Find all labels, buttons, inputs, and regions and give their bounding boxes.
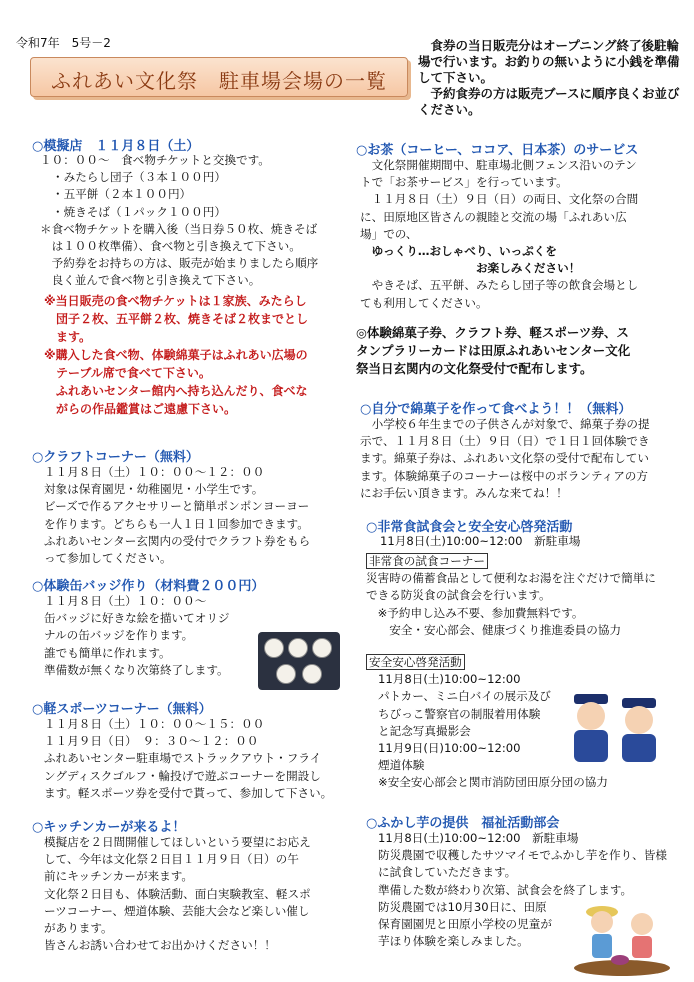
kitchen-body bbox=[44, 834, 311, 954]
text-line: ・焼きそば（１パック１００円） bbox=[52, 204, 226, 219]
sub-label-safety: 安全安心啓発活動 bbox=[366, 654, 465, 670]
text-line: １１月８日（土）１０：００～１２：００ bbox=[44, 465, 265, 479]
text-line: ても利用してください。 bbox=[360, 295, 488, 310]
text-line: お楽しみください！ bbox=[360, 261, 581, 276]
emergency-date: 11月8日(土)10:00~12:00 新駐車場 bbox=[380, 534, 581, 548]
mogi-heading: ○模擬店 １１月８日（土） bbox=[32, 139, 200, 154]
text-line: に試食していただきます。 bbox=[378, 865, 517, 880]
sub-label-food: 非常食の試食コーナー bbox=[366, 553, 488, 569]
text-line: トで「お茶サービス」を行っています。 bbox=[360, 175, 568, 190]
text-line: 11月9日(日)10:00~12:00 bbox=[378, 741, 521, 756]
warning-line: ※購入した食べ物、体験綿菓子はふれあい広場の bbox=[44, 348, 308, 362]
text-line: 誰でも簡単に作れます。 bbox=[44, 645, 171, 660]
text-line: １０：００～ 食べ物チケットと交換です。 bbox=[40, 153, 270, 167]
can-badge bbox=[312, 638, 332, 658]
text-line: １１月８日（土）１０：００～ bbox=[44, 594, 207, 608]
badge-body bbox=[44, 593, 230, 679]
warning-line: 団子２枚、五平餅２枚、焼きそば２枚までとし bbox=[44, 312, 309, 326]
tea-heading: ○お茶（コーヒー、ココア、日本茶）のサービス bbox=[356, 143, 639, 158]
text-line: １１月８日（土）９日（日）の両日、文化祭の合間 bbox=[360, 192, 639, 207]
page-title: ふれあい文化祭 駐車場会場の一覧 bbox=[51, 69, 387, 93]
text-line: ふれあいセンター駐車場でストラックアウト・フライ bbox=[44, 751, 322, 766]
mogi-body bbox=[40, 152, 318, 290]
text-line: ナルの缶バッジを作ります。 bbox=[44, 628, 194, 643]
police-officer-left bbox=[574, 694, 608, 762]
text-line: １１月９日（日） ９：３０～１２：００ bbox=[44, 734, 259, 749]
text-line: 保育園園児と田原小学校の児童が bbox=[378, 917, 552, 932]
sports-body bbox=[44, 716, 332, 802]
notice-line: 食券の当日販売分はオープニング終了後駐輪場で行います。お釣りの無いように小銭を準備して下さい。 bbox=[418, 38, 680, 85]
text-line: ※予約申し込み不要、参加費無料です。 bbox=[366, 605, 584, 620]
text-line: して、今年は文化祭２日目１１月９日（日）の午 bbox=[44, 852, 299, 867]
can-badge bbox=[302, 664, 322, 684]
child-left bbox=[586, 906, 618, 958]
ticket-distribution bbox=[356, 324, 630, 378]
text-line: ます。体験綿菓子のコーナーは桜中のボランティアの方 bbox=[360, 468, 648, 483]
emergency-heading: ○非常食試食会と安全安心啓発活動 bbox=[366, 520, 573, 535]
issue-number: 令和7年 5号－2 bbox=[16, 36, 111, 50]
text-line: があります。 bbox=[44, 921, 113, 936]
text-line: 11月8日(土)10:00~12:00 新駐車場 bbox=[378, 831, 579, 845]
cotton-body bbox=[360, 416, 650, 502]
text-line: 災害時の備蓄食品として便利なお湯を注ぐだけで簡単に bbox=[366, 571, 656, 586]
text-line: 対象は保育園児・幼稚園児・小学生です。 bbox=[44, 482, 264, 497]
can-badge bbox=[288, 638, 308, 658]
text-line: 文化祭２日目も、体験活動、面白実験教室、軽スポ bbox=[44, 886, 311, 901]
text-line: 安全・安心部会、健康づくり推進委員の協力 bbox=[366, 622, 622, 637]
can-badge bbox=[264, 638, 284, 658]
text-line: にお手伝い頂きます。みんな来てね！！ bbox=[360, 485, 568, 500]
text-line: 芋ほり体験を楽しみました。 bbox=[378, 934, 529, 949]
text-line: に、田原地区皆さんの親睦と交流の場「ふれあい広 bbox=[360, 209, 627, 224]
text-line: って参加してください。 bbox=[44, 551, 172, 566]
warning-line: がらの作品鑑賞はご遠慮下さい。 bbox=[44, 402, 237, 416]
text-line: ます。綿菓子券は、ふれあい文化祭の受付で配布してい bbox=[360, 451, 649, 466]
warning-line: ます。 bbox=[44, 330, 92, 344]
potato-digging-illustration bbox=[572, 900, 672, 976]
sports-heading: ○軽スポーツコーナー（無料） bbox=[32, 702, 212, 717]
text-line: 小学校６年生までの子供さんが対象で、綿菓子券の提 bbox=[360, 417, 650, 431]
text-line: やきそば、五平餅、みたらし団子等の飲食会場とし bbox=[360, 278, 639, 293]
text-line: 文化祭開催期間中、駐車場北側フェンス沿いのテン bbox=[360, 158, 637, 172]
text-line: 皆さんお誘い合わせてお出かけください！！ bbox=[44, 938, 276, 953]
text-line: ちびっこ警察官の制服着用体験 bbox=[378, 706, 541, 721]
text-line: と記念写真撮影会 bbox=[378, 723, 471, 738]
text-line: 準備数が無くなり次第終了します。 bbox=[44, 662, 229, 677]
text-line: ふれあいセンター玄関内の受付でクラフト券をもら bbox=[44, 533, 311, 548]
text-line: 防災農園で収穫したサツマイモでふかし芋を作り、皆様 bbox=[378, 848, 667, 863]
kitchen-heading: ○キッチンカーが来るよ！ bbox=[32, 820, 186, 835]
text-line: １１月８日（土）１０：００～１５：００ bbox=[44, 717, 265, 731]
text-line: 煙道体験 bbox=[378, 758, 425, 773]
text-line: 示で、１１月８日（土）９日（日）で１日１回体験でき bbox=[360, 434, 650, 449]
badge-heading: ○体験缶バッジ作り（材料費２００円） bbox=[32, 579, 265, 594]
text-line: 模擬店を２日間開催してほしいという要望にお応え bbox=[44, 835, 311, 849]
text-line: を作ります。どちらも一人１日１回参加できます。 bbox=[44, 516, 309, 531]
text-line: 11月8日(土)10:00~12:00 bbox=[378, 672, 521, 687]
police-officer-right bbox=[622, 698, 656, 762]
text-line: できる防災食の試食会を行います。 bbox=[366, 588, 551, 603]
police-illustration bbox=[568, 686, 666, 762]
bold-line: タンプラリーカードは田原ふれあいセンター文化 bbox=[356, 343, 631, 358]
title-banner bbox=[30, 57, 408, 97]
text-line: 場」での、 bbox=[360, 226, 418, 241]
warning-line: テーブル席で食べて下さい。 bbox=[44, 366, 211, 380]
text-line: 準備した数が終わり次第、試食会を終了します。 bbox=[378, 882, 633, 897]
text-line: ※安全安心部会と関市消防団田原分団の協力 bbox=[378, 775, 608, 790]
ticket-notice bbox=[418, 38, 684, 118]
text-line: 前にキッチンカーが来ます。 bbox=[44, 869, 193, 884]
child-right bbox=[631, 913, 653, 958]
bold-line: ◎体験綿菓子券、クラフト券、軽スポーツ券、ス bbox=[356, 325, 629, 340]
text-line: ビーズで作るアクセサリーと簡単ポンポンヨーヨー bbox=[44, 499, 310, 514]
emergency-block-1 bbox=[366, 553, 656, 639]
tea-body bbox=[360, 157, 638, 312]
bold-line: 祭当日玄関内の文化祭受付で配布します。 bbox=[356, 361, 593, 376]
text-line: ・みたらし団子（３本１００円） bbox=[52, 170, 226, 185]
craft-heading: ○クラフトコーナー（無料） bbox=[32, 450, 199, 465]
notice-line: 予約食券の方は販売ブースに順序良くお並びください。 bbox=[418, 86, 680, 117]
sweet-potato bbox=[611, 955, 629, 965]
text-line: 防災農園では10月30日に、田原 bbox=[378, 899, 547, 914]
text-line: ングディスクゴルフ・輪投げで遊ぶコーナーを開設し bbox=[44, 768, 321, 783]
mogi-warning bbox=[44, 292, 308, 418]
cotton-heading: ○自分で綿菓子を作って食べよう！！（無料） bbox=[360, 402, 632, 417]
text-line: ーツコーナー、煙道体験、芸能大会など楽しい催し bbox=[44, 903, 310, 918]
badge-photo bbox=[258, 632, 340, 690]
text-line: は１００枚準備）、食べ物と引き換えて下さい。 bbox=[40, 239, 301, 254]
warning-line: ※当日販売の食べ物チケットは１家族、みたらし bbox=[44, 294, 307, 308]
potato-heading: ○ふかし芋の提供 福祉活動部会 bbox=[366, 816, 560, 831]
text-line: ・五平餅（２本１００円） bbox=[52, 187, 192, 202]
can-badge bbox=[276, 664, 296, 684]
text-line: ます。軽スポーツ券を受付で貰って、参加して下さい。 bbox=[44, 785, 333, 800]
text-line: 缶バッジに好きな絵を描いてオリジ bbox=[44, 611, 230, 626]
text-line: ゆっくり…おしゃべり、いっぷくを bbox=[360, 244, 557, 259]
text-line: 良く並んで食べ物と引き換えて下さい。 bbox=[40, 273, 261, 288]
text-line: 予約券をお持ちの方は、販売が始まりましたら順序 bbox=[40, 256, 319, 271]
craft-body bbox=[44, 464, 310, 567]
warning-line: ふれあいセンター館内へ持ち込んだり、食べな bbox=[44, 384, 308, 398]
text-line: ＊食べ物チケットを購入後（当日券５０枚、焼きそば bbox=[40, 221, 318, 236]
text-line: パトカー、ミニ白バイの展示及び bbox=[378, 689, 551, 704]
